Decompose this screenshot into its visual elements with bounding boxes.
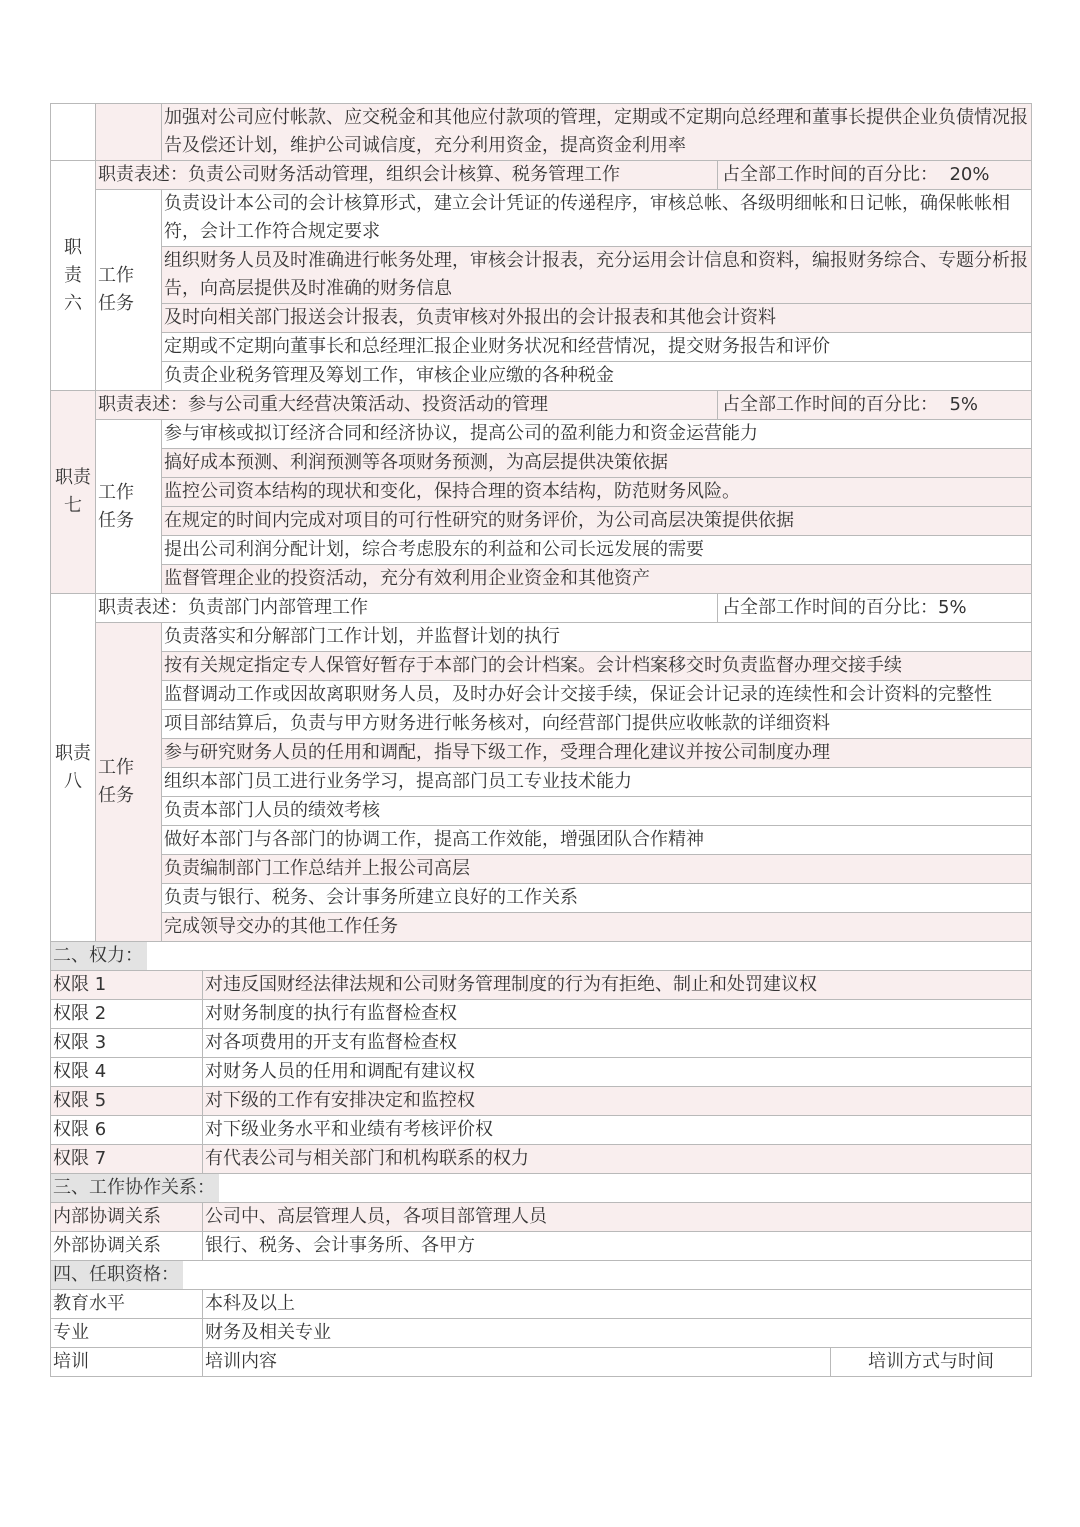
duty7-task: 在规定的时间内完成对项目的可行性研究的财务评价，为公司高层决策提供依据 bbox=[162, 507, 1032, 536]
table-row bbox=[51, 478, 1032, 507]
duty8-task: 参与研究财务人员的任用和调配，指导下级工作，受理合理化建议并按公司制度办理 bbox=[162, 739, 1032, 768]
table-row bbox=[51, 565, 1032, 594]
table-row bbox=[51, 1029, 1032, 1058]
duty7-task-label: 工作任务 bbox=[96, 420, 162, 594]
table-row bbox=[51, 1145, 1032, 1174]
duty7-label: 职责七 bbox=[51, 391, 96, 594]
power-text: 对违反国财经法律法规和公司财务管理制度的行为有拒绝、制止和处罚建议权 bbox=[203, 971, 1032, 1000]
duty7-task: 监督管理企业的投资活动，充分有效利用企业资金和其他资产 bbox=[162, 565, 1032, 594]
table-row bbox=[51, 190, 1032, 247]
table-row bbox=[51, 1174, 1032, 1203]
table-row bbox=[51, 391, 1032, 420]
duty8-task: 组织本部门员工进行业务学习，提高部门员工专业技术能力 bbox=[162, 768, 1032, 797]
table-row bbox=[51, 1203, 1032, 1232]
training-method: 培训方式与时间 bbox=[831, 1348, 1032, 1377]
duty8-task: 负责本部门人员的绩效考核 bbox=[162, 797, 1032, 826]
duty8-percent: 占全部工作时间的百分比：5% bbox=[718, 594, 1032, 623]
duty8-task: 监督调动工作或因故离职财务人员，及时办好会计交接手续，保证会计记录的连续性和会计资料的完整性 bbox=[162, 681, 1032, 710]
training-content: 培训内容 bbox=[203, 1348, 831, 1377]
table-row bbox=[51, 884, 1032, 913]
duty6-percent: 占全部工作时间的百分比： 20% bbox=[718, 161, 1032, 190]
duties-table bbox=[50, 103, 1032, 942]
duty8-task: 负责与银行、税务、会计事务所建立良好的工作关系 bbox=[162, 884, 1032, 913]
table-row bbox=[51, 710, 1032, 739]
table-row bbox=[51, 768, 1032, 797]
education-value: 本科及以上 bbox=[203, 1290, 1032, 1319]
duty7-statement: 职责表述：参与公司重大经营决策活动、投资活动的管理 bbox=[96, 391, 718, 420]
power-text: 对各项费用的开支有监督检查权 bbox=[203, 1029, 1032, 1058]
power-label: 权限 1 bbox=[51, 971, 203, 1000]
duty8-task: 按有关规定指定专人保管好暂存于本部门的会计档案。会计档案移交时负责监督办理交接手续 bbox=[162, 652, 1032, 681]
relation-text: 银行、税务、会计事务所、各甲方 bbox=[203, 1232, 1032, 1261]
table-row bbox=[51, 104, 1032, 161]
table-row bbox=[51, 536, 1032, 565]
table-row bbox=[51, 247, 1032, 304]
table-row bbox=[51, 942, 1032, 971]
table-row bbox=[51, 652, 1032, 681]
major-label: 专业 bbox=[51, 1319, 203, 1348]
duty7-task: 参与审核或拟订经济合同和经济协议，提高公司的盈利能力和资金运营能力 bbox=[162, 420, 1032, 449]
table-row bbox=[51, 1058, 1032, 1087]
blank-cell bbox=[96, 104, 162, 161]
power-text: 对下级业务水平和业绩有考核评价权 bbox=[203, 1116, 1032, 1145]
duty7-task: 搞好成本预测、利润预测等各项财务预测，为高层提供决策依据 bbox=[162, 449, 1032, 478]
power-label: 权限 3 bbox=[51, 1029, 203, 1058]
power-label: 权限 2 bbox=[51, 1000, 203, 1029]
duty8-task: 项目部结算后，负责与甲方财务进行帐务核对，向经营部门提供应收帐款的详细资料 bbox=[162, 710, 1032, 739]
table-row bbox=[51, 797, 1032, 826]
table-row bbox=[51, 594, 1032, 623]
relations-header: 三、工作协作关系： bbox=[51, 1174, 1032, 1203]
table-row bbox=[51, 1261, 1032, 1290]
duty7-percent: 占全部工作时间的百分比： 5% bbox=[718, 391, 1032, 420]
duty6-task: 负责设计本公司的会计核算形式，建立会计凭证的传递程序，审核总帐、各级明细帐和日记帐，确保帐帐相符，会计工作符合规定要求 bbox=[162, 190, 1032, 247]
table-row bbox=[51, 1348, 1032, 1377]
table-row bbox=[51, 1000, 1032, 1029]
table-row bbox=[51, 1116, 1032, 1145]
duty6-label: 职责六 bbox=[51, 161, 96, 391]
duty8-task: 负责编制部门工作总结并上报公司高层 bbox=[162, 855, 1032, 884]
table-row bbox=[51, 1290, 1032, 1319]
table-row bbox=[51, 1319, 1032, 1348]
relation-text: 公司中、高层管理人员，各项目部管理人员 bbox=[203, 1203, 1032, 1232]
blank-cell bbox=[51, 104, 96, 161]
table-row bbox=[51, 449, 1032, 478]
duty7-task: 提出公司利润分配计划，综合考虑股东的利益和公司长远发展的需要 bbox=[162, 536, 1032, 565]
duty8-task: 负责落实和分解部门工作计划，并监督计划的执行 bbox=[162, 623, 1032, 652]
table-row bbox=[51, 362, 1032, 391]
power-label: 权限 5 bbox=[51, 1087, 203, 1116]
duty8-statement: 职责表述：负责部门内部管理工作 bbox=[96, 594, 718, 623]
duty6-statement: 职责表述：负责公司财务活动管理，组织会计核算、税务管理工作 bbox=[96, 161, 718, 190]
duty6-task: 负责企业税务管理及筹划工作，审核企业应缴的各种税金 bbox=[162, 362, 1032, 391]
table-row bbox=[51, 1087, 1032, 1116]
duty8-task: 做好本部门与各部门的协调工作，提高工作效能，增强团队合作精神 bbox=[162, 826, 1032, 855]
major-value: 财务及相关专业 bbox=[203, 1319, 1032, 1348]
table-row bbox=[51, 304, 1032, 333]
task-text: 加强对公司应付帐款、应交税金和其他应付款项的管理，定期或不定期向总经理和董事长提供企业负债情况报告及偿还计划，维护公司诚信度，充分利用资金，提高资金利用率 bbox=[162, 104, 1032, 161]
powers-header: 二、权力： bbox=[51, 942, 1032, 971]
duty7-task: 监控公司资本结构的现状和变化，保持合理的资本结构，防范财务风险。 bbox=[162, 478, 1032, 507]
duty8-task: 完成领导交办的其他工作任务 bbox=[162, 913, 1032, 942]
lower-table bbox=[50, 941, 1032, 1377]
duty6-task: 及时向相关部门报送会计报表，负责审核对外报出的会计报表和其他会计资料 bbox=[162, 304, 1032, 333]
power-text: 有代表公司与相关部门和机构联系的权力 bbox=[203, 1145, 1032, 1174]
table-row bbox=[51, 420, 1032, 449]
table-row bbox=[51, 333, 1032, 362]
power-text: 对财务制度的执行有监督检查权 bbox=[203, 1000, 1032, 1029]
job-description-document bbox=[50, 103, 1031, 1377]
duty6-task: 组织财务人员及时准确进行帐务处理，审核会计报表，充分运用会计信息和资料，编报财务综合、专题分析报告，向高层提供及时准确的财务信息 bbox=[162, 247, 1032, 304]
relation-label: 内部协调关系 bbox=[51, 1203, 203, 1232]
training-label: 培训 bbox=[51, 1348, 203, 1377]
duty8-task-label: 工作任务 bbox=[96, 623, 162, 942]
power-label: 权限 6 bbox=[51, 1116, 203, 1145]
duty8-label: 职责八 bbox=[51, 594, 96, 942]
table-row bbox=[51, 826, 1032, 855]
table-row bbox=[51, 507, 1032, 536]
power-label: 权限 4 bbox=[51, 1058, 203, 1087]
table-row bbox=[51, 971, 1032, 1000]
power-label: 权限 7 bbox=[51, 1145, 203, 1174]
table-row bbox=[51, 739, 1032, 768]
power-text: 对财务人员的任用和调配有建议权 bbox=[203, 1058, 1032, 1087]
relation-label: 外部协调关系 bbox=[51, 1232, 203, 1261]
table-row bbox=[51, 855, 1032, 884]
qualifications-header: 四、任职资格： bbox=[51, 1261, 1032, 1290]
table-row bbox=[51, 681, 1032, 710]
duty6-task-label: 工作任务 bbox=[96, 190, 162, 391]
table-row bbox=[51, 161, 1032, 190]
duty6-task: 定期或不定期向董事长和总经理汇报企业财务状况和经营情况，提交财务报告和评价 bbox=[162, 333, 1032, 362]
table-row bbox=[51, 623, 1032, 652]
table-row bbox=[51, 913, 1032, 942]
table-row bbox=[51, 1232, 1032, 1261]
power-text: 对下级的工作有安排决定和监控权 bbox=[203, 1087, 1032, 1116]
education-label: 教育水平 bbox=[51, 1290, 203, 1319]
